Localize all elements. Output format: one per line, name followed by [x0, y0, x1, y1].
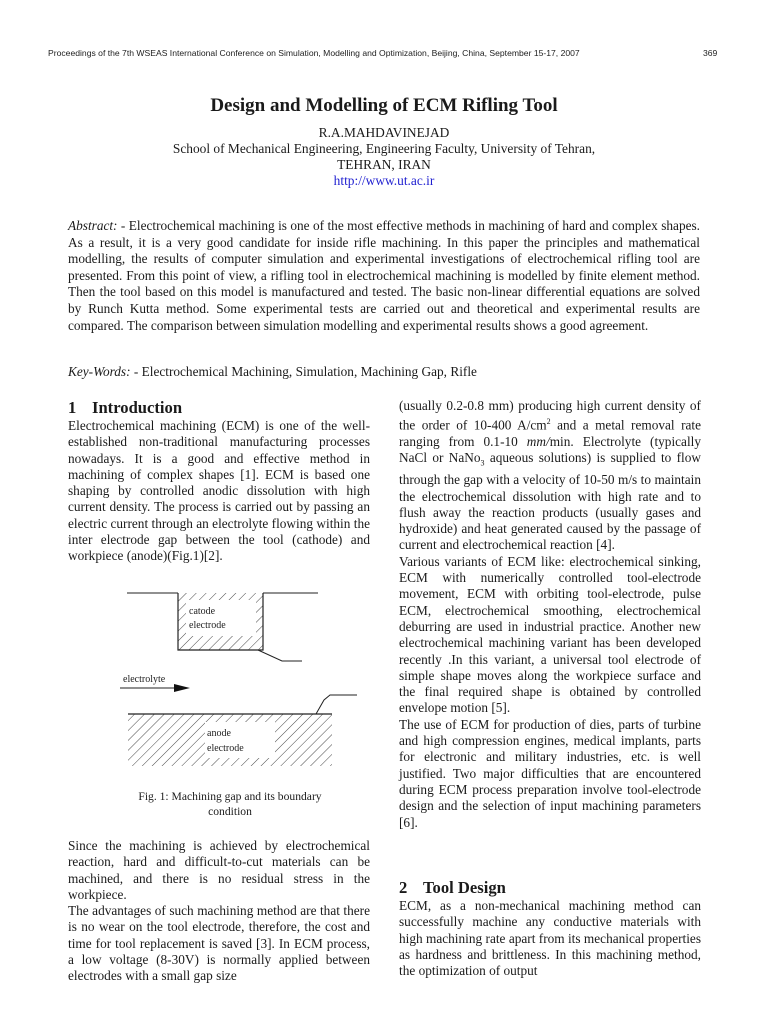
anode-label-1: anode	[207, 728, 231, 739]
cathode-label-1: catode	[189, 606, 216, 617]
figure-1-caption	[100, 789, 360, 819]
anode-electrode	[128, 695, 357, 766]
electrolyte-label: electrolyte	[123, 674, 166, 685]
abstract	[68, 218, 700, 334]
section-heading-tool-design	[399, 878, 701, 897]
running-head	[48, 48, 718, 58]
keywords	[68, 364, 700, 380]
right-column-tool-design	[399, 878, 701, 979]
text-run: (usually 0.2-0.8 mm) producing high current density of the order of 10-400 A/cm	[399, 398, 701, 433]
abstract-label: Abstract:	[68, 218, 118, 233]
text-run: aqueous solutions) is supplied to flow through the gap with a velocity of 10-50 m/s to maintain the electrochemical dissolution with high rate and to flush away the reaction products (usually gases and hydroxide) and heat generated caused by the passage of current and electrochemical reaction [4].	[399, 450, 701, 553]
section-title: Introduction	[92, 398, 183, 417]
intro-paragraph-2: Since the machining is achieved by electrochemical reaction, hard and difficult-to-cut materials can be machined, and there is no residual stress in the workpiece.	[68, 838, 370, 902]
author-name: R.A.MAHDAVINEJAD	[318, 125, 450, 140]
intro-paragraph-5: Various variants of ECM like: electrochemical sinking, ECM with numerically controlled tool-electrode movement, ECM with orbiting tool-electrode, pulse ECM, electrochemical smoothing, electrochemical deburring are used in industrial practice. Another new electrochemical machining variant has been developed recently .In this variant, a universal tool electrode of simple shape moves along the workpiece surface and the final required shape is obtained by controlled envelope motion [5].	[399, 553, 701, 716]
text-run: . Electrolyte (typically NaCl or NaNo	[399, 434, 701, 466]
unit-mm: mm/	[526, 434, 550, 450]
subscript: 3	[480, 458, 485, 468]
section-heading-introduction	[68, 398, 370, 417]
keywords-label: Key-Words:	[68, 364, 131, 379]
figure-1-machining-gap	[110, 580, 370, 775]
section-number: 1	[68, 398, 77, 417]
left-column-continued	[68, 838, 370, 985]
superscript: 2	[546, 417, 551, 427]
section-title: Tool Design	[423, 878, 506, 897]
abstract-text: - Electrochemical machining is one of the most effective methods in machining of hard and complex shapes. As a result, it is a very good candidate for inside rifle machining. In this paper the principles and mathematical modelling, the results of computer simulation and experimental investigations of electrochemical rifling tool are presented. From this point of view, a rifling tool in electrochemical machining is modelled by finite element method. Then the tool based on this model is manufactured and tested. The basic non-linear differential equations are solved by Runch Kutta method. Some experimental tests are carried out and theoretical and experimental results are compared. The comparison between simulation modelling and experimental results shows a good agreement.	[68, 218, 700, 333]
author-affiliation: School of Mechanical Engineering, Engineering Faculty, University of Tehran,	[172, 141, 596, 156]
running-head-text: Proceedings of the 7th WSEAS International Conference on Simulation, Modelling and Optimization, Beijing, China, September 15-17, 2007	[48, 48, 580, 58]
cathode-label-2: electrode	[189, 620, 226, 631]
caption-line-1: Fig. 1: Machining gap and its boundary	[138, 790, 322, 803]
machining-gap-diagram	[110, 580, 370, 775]
caption-line-2: condition	[208, 805, 252, 818]
author-url-link[interactable]: http://www.ut.ac.ir	[333, 173, 435, 188]
intro-paragraph-1: Electrochemical machining (ECM) is one of the well-established non-traditional manufacturing processes nowadays. It is a good and effective method in machining of complex shapes [1]. ECM is based one shaping by controlled anodic dissolution with high current density. The process is carried out by passing an electric current through an electrolyte flowing within the inter electrode gap between the tool (cathode) and workpiece (anode)(Fig.1)[2].	[68, 418, 370, 564]
author-block	[0, 125, 768, 189]
intro-paragraph-4	[399, 398, 701, 554]
unit-min: min	[549, 434, 571, 450]
anode-label-2: electrode	[207, 743, 244, 754]
left-column	[68, 398, 370, 565]
page-number: 369	[703, 48, 718, 58]
section-number: 2	[399, 878, 408, 897]
paper-title: Design and Modelling of ECM Rifling Tool	[210, 95, 558, 116]
keywords-text: - Electrochemical Machining, Simulation, Machining Gap, Rifle	[130, 364, 477, 379]
electrolyte-flow-arrow	[120, 674, 190, 692]
arrow-head-icon	[174, 684, 190, 692]
intro-paragraph-6: The use of ECM for production of dies, parts of turbine and high compression engines, medical implants, parts for electronic and military industries, etc. is well justified. Two major difficulties that are encountered during ECM process preparation involve tool-electrode design and the selection of input machining parameters [6].	[399, 716, 701, 830]
right-column	[399, 398, 701, 831]
intro-paragraph-3: The advantages of such machining method are that there is no wear on the tool electrode, therefore, the cost and time for tool replacement is saved [3]. In ECM process, a low voltage (8-30V) is normally applied between electrodes with a small gap size	[68, 903, 370, 984]
tool-design-paragraph-1: ECM, as a non-mechanical machining method can successfully machine any conductive materials with high machining rate apart from its mechanical properties as hardness and brittleness. In this machining method, the optimization of output	[399, 898, 701, 979]
text-run: and a metal removal rate ranging from 0.1-10	[399, 417, 701, 450]
author-location: TEHRAN, IRAN	[337, 157, 431, 172]
cathode-electrode	[127, 593, 318, 661]
